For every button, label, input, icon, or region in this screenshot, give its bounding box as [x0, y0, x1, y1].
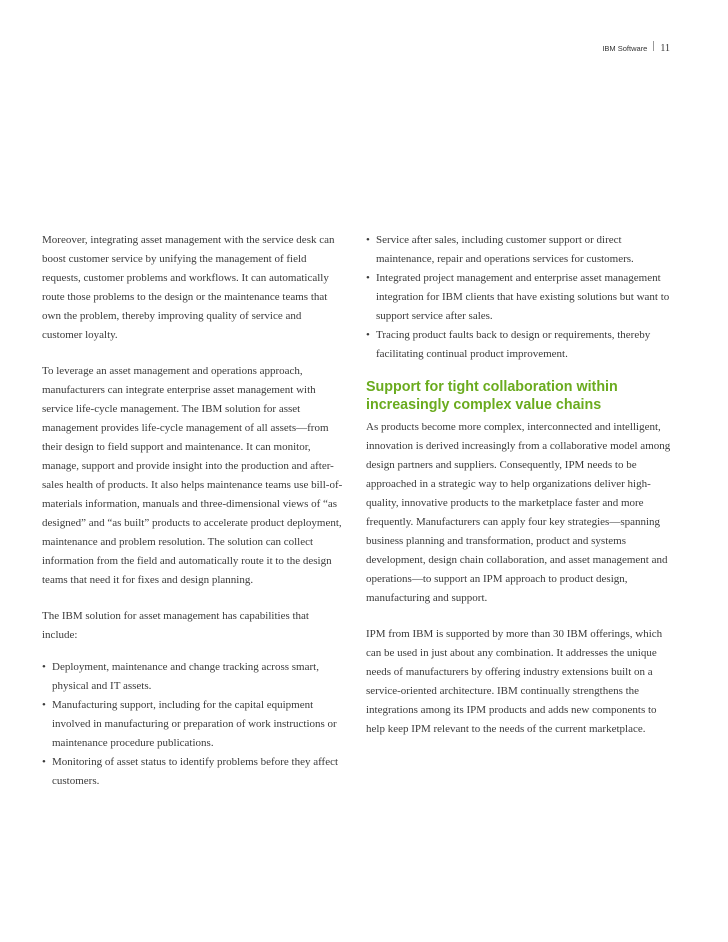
bullet-icon: •: [42, 756, 46, 768]
list-item-text: Monitoring of asset status to identify problems before they affect customers.: [52, 756, 339, 787]
bullet-icon: •: [366, 272, 370, 284]
list-item: [366, 326, 671, 364]
page-number: 11: [660, 43, 670, 54]
paragraph-capabilities-intro: The IBM solution for asset management has capabilities that include:: [42, 610, 309, 641]
right-column: [366, 231, 671, 756]
bullet-icon: •: [366, 329, 370, 341]
list-item-text: Integrated project management and enterprise asset management integration for IBM clients that have existing solutions but want to support service after sales.: [376, 272, 670, 322]
paragraph-service-desk: Moreover, integrating asset management with the service desk can boost customer service by unifying the management of field requests, customer problems and workflows. It can automatically route those problems to the design or the maintenance teams that own the problem, thereby improving quality of service and customer loyalty.: [42, 234, 335, 341]
list-item: [42, 696, 344, 753]
list-item: [366, 269, 671, 326]
list-item: [42, 658, 344, 696]
paragraph-asset-management: To leverage an asset management and operations approach, manufacturers can integrate enterprise asset management with service life-cycle management. The IBM solution for asset management provides life-cycle management of all assets—from their design to field support and maintenance. It can monitor, manage, support and provide insight into the production and after-sales health of products. It also helps maintenance teams use bill-of-materials information, manuals and three-dimensional views of “as designed” and “as built” products to accelerate product deployment, maintenance and problem resolution. The solution can collect information from the field and automatically route it to the design teams that need it for fixes and design planning.: [42, 365, 343, 586]
list-item-text: Deployment, maintenance and change tracking across smart, physical and IT assets.: [52, 661, 319, 692]
left-column: [42, 231, 344, 791]
page-header: [602, 41, 670, 54]
paragraph-collaboration: As products become more complex, interconnected and intelligent, innovation is derived increasingly from a collaborative model among design partners and suppliers. Consequently, IPM needs to be approached in a strategic way to help organizations deliver high-quality, innovative products to the marketplace faster and more frequently. Manufacturers can apply four key strategies—spanning business planning and transformation, product and systems development, design chain collaboration, and asset management and operations—to support an IPM approach to product design, manufacturing and support.: [366, 421, 671, 604]
list-item-text: Service after sales, including customer support or direct maintenance, repair and operations services for customers.: [376, 234, 634, 265]
list-item: [366, 231, 671, 269]
capabilities-list: [42, 658, 344, 791]
service-list: [366, 231, 671, 364]
section-heading: Support for tight collaboration within increasingly complex value chains: [366, 379, 618, 413]
bullet-icon: •: [42, 661, 46, 673]
bullet-icon: •: [42, 699, 46, 711]
paragraph-ipm-offerings: IPM from IBM is supported by more than 30 IBM offerings, which can be used in just about any combination. It addresses the unique needs of manufacturers by offering industry extensions built on a service-oriented architecture. IBM continually strengthens the integrations among its IPM products and adds new components to help keep IPM relevant to the needs of the current marketplace.: [366, 628, 663, 735]
list-item: [42, 753, 344, 791]
header-title: IBM Software: [602, 44, 648, 53]
bullet-icon: •: [366, 234, 370, 246]
list-item-text: Manufacturing support, including for the capital equipment involved in manufacturing or preparation of work instructions or maintenance procedure publications.: [52, 699, 337, 749]
header-divider: [653, 41, 654, 51]
list-item-text: Tracing product faults back to design or requirements, thereby facilitating continual product improvement.: [376, 329, 651, 360]
